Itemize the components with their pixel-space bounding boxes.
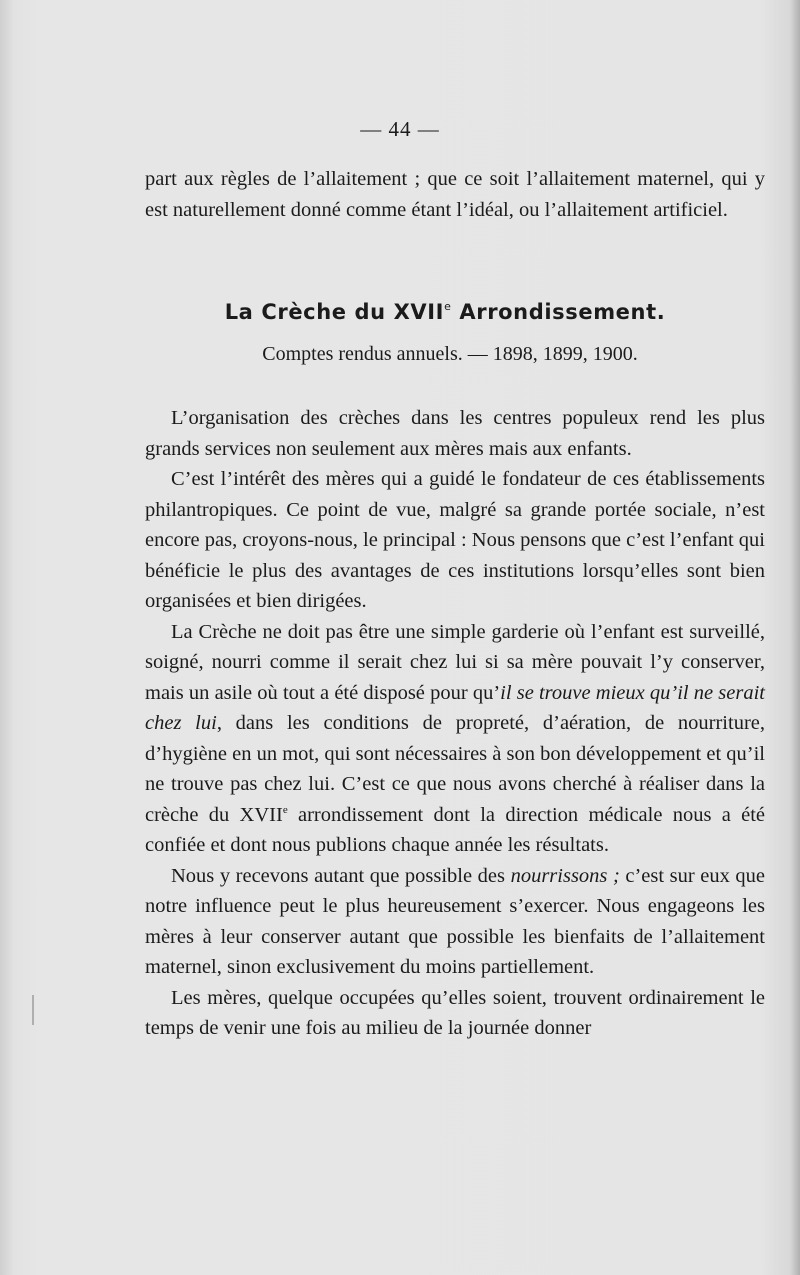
section-title (145, 300, 745, 324)
paragraph-4-end: c’est sur eux que notre influence peut le plus heureusement s’exercer. Nous engageons les mères à leur conserver autant que possible les bienfaits de l’allaitement maternel, sinon exclusivement du moins partiellement. (145, 864, 766, 978)
paragraph-4-start: Nous y recevons autant que possible des (171, 864, 511, 887)
section-title-main: La Crèche du XVII (224, 300, 445, 324)
paragraph-3-end: arrondissement dont la direction médicale nous a été confiée et dont nous publions chaque année les résultats. (145, 803, 766, 856)
lead-paragraph: part aux règles de l’allaitement ; que ce soit l’allaitement maternel, qui y est naturellement donné comme étant l’idéal, ou l’allaitement artificiel. (145, 168, 765, 221)
paragraph-2: C’est l’intérêt des mères qui a guidé le fondateur de ces établissements philantropiques. Ce point de vue, malgré sa grande portée sociale, n’est encore pas, croyons-nous, le principal : Nous pensons que c’est l’enfant qui bénéficie le plus des avantages de ces institutions lorsqu’elles sont bien organisées et bien dirigées. (145, 468, 765, 612)
body-text (145, 403, 765, 1044)
section-title-tail: Arrondissement. (451, 300, 666, 324)
section-subtitle: Comptes rendus annuels. — 1898, 1899, 1900. (262, 343, 638, 365)
page-number: — 44 — (360, 117, 440, 141)
paragraph-3 (145, 617, 765, 861)
margin-mark (32, 995, 34, 1025)
paragraph-4-italic: nourrissons ; (510, 864, 620, 887)
paragraph-4 (145, 861, 765, 983)
paragraph-5: Les mères, quelque occupées qu’elles soient, trouvent ordinairement le temps de venir une fois au milieu de la journée donner (145, 986, 765, 1039)
section-title-superscript: e (444, 300, 452, 313)
page-edge-shadow (790, 0, 800, 1275)
paragraph-1: L’organisation des crèches dans les centres populeux rend les plus grands services non seulement aux mères mais aux enfants. (145, 407, 765, 460)
paragraph-3-superscript: e (282, 803, 288, 816)
lead-paragraph-block (145, 164, 765, 225)
paragraph-3-italic: il se trouve mieux qu’il ne serait chez lui (145, 681, 765, 734)
paragraph-3-start: La Crèche ne doit pas être une simple garderie où l’enfant est surveillé, soigné, nourri comme il serait chez lui si sa mère pouvait l’y conserver, mais un asile où tout a été disposé pour qu’ (145, 620, 765, 704)
paragraph-3-middle: , dans les conditions de propreté, d’aération, de nourriture, d’hygiène en un mot, qui sont nécessaires à son bon développement et qu’il ne trouve pas chez lui. C’est ce que nous avons cherché à réaliser dans la crèche du XVII (145, 712, 765, 826)
